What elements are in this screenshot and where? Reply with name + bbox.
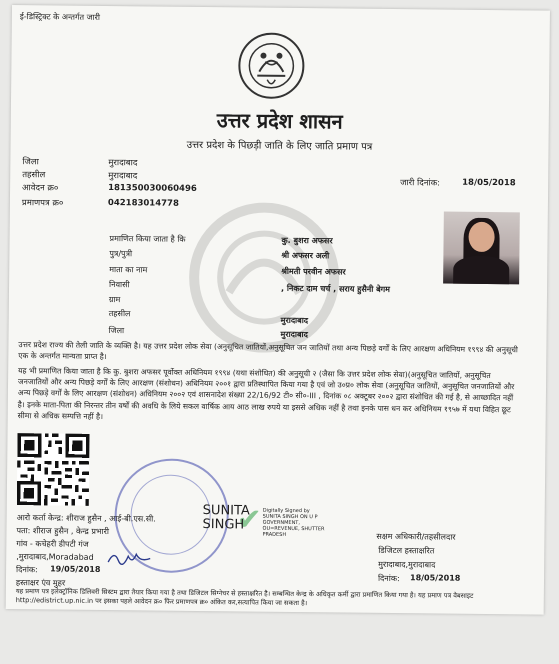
footer-note: यह प्रमाण पत्र इलेक्ट्रॉनिक डिलिवरी सिस्टम द्वारा तैयार किया गया है तथा डिजिटल सिग्नेचर से हस्ताक्षरित है। सम्बन्धित केन्द्र के अधिकृत कर्मी द्वारा प्रमाणित किया गया है। यह प्रमाण पत्र वेबसाइट http://edistrict.up.nic.in पर इसका पहले आवेदन क्र० फिर प्रमाणपत्र क्र० अंकित कर,सत्यापित किया जा सकता है।	[15, 587, 474, 608]
authority-date-label: दिनांक:	[377, 573, 400, 584]
tehsil-value: मुरादाबाद	[108, 171, 138, 182]
applicant-photo	[443, 212, 520, 285]
district-row-value: मुरादाबाद	[280, 329, 308, 340]
authority-line2: डिजिटल हस्ताक्षरित	[378, 545, 435, 556]
certificate-sheet	[6, 5, 550, 615]
mother-label: माता का नाम	[109, 265, 148, 275]
caste-paragraph: उत्तर प्रदेश राज्य की तेली जाति के व्यक्ति है। यह उत्तर प्रदेश लोक सेवा (अनुसूचित जातियों,अनुसूचित जन जातियों तथा अन्य पिछड़े वर्गों के लिए आरक्षण अधिनियम १९९४ की अनुसूची एक के अन्तर्गत मान्यता प्राप्त है।	[18, 340, 518, 362]
watermark-emblem-icon	[168, 202, 360, 354]
parent-value: श्री अफसर अली	[281, 250, 330, 261]
certificate-number: 042183014778	[107, 198, 179, 209]
authority-line3: मुरादाबाद,मुरादाबाद	[378, 559, 436, 570]
applicant-name: कु. बुशरा अफसर	[281, 235, 333, 246]
issue-date-label: जारी दिनांक:	[400, 178, 441, 189]
issuer-signature-label: हस्ताक्षर एंव मुहर	[15, 578, 66, 588]
district-row-label: जिला	[108, 326, 125, 336]
certify-intro: प्रमाणित किया जाता है कि	[109, 234, 186, 244]
issuer-line3: गांव - कचेहरी डीपटी गंज	[16, 539, 89, 549]
issuer-date-value: 19/05/2018	[50, 564, 101, 574]
tehsil-row-value: मुरादाबाद	[280, 315, 309, 326]
issuer-line2: पता: शीराज हुसैन , केन्द्र प्रभारी	[16, 526, 110, 537]
certification-paragraph: यह भी प्रमाणित किया जाता है कि कु. बुशरा अफसर पूर्वोक्त अधिनियम १९९४ (यथा संशोधित) की अनुसूची २ (जैसा कि उत्तर प्रदेश लोक सेवा)(अनुसूचित जातियों, अनुसूचित जनजातियों और अन्य पिछड़े वर्गों के लिए आरक्षण (संशोधन) अधिनियम २००१ द्वारा प्रतिस्थापित किया गया है एवं जो उ०प्र० लोक सेवा (अनुसूचित जातियों, अनुसूचित जनजातियों और अन्य पिछड़े वर्गों के लिए आरक्षण (संशोधन) अधिनियम २००२ एवं शासनादेश संख्या 22/16/92 टी० सी०-III , दिनांक ०८ अक्टूबर २००२ द्वारा संशोधित की गई है, से आच्छादित नहीं है। इनके माता-पिता की निरन्तर तीन वर्षों की अवधि के लिये सकल वार्षिक आय आठ लाख रुपये या इससे अधिक नहीं है तथा इनके पास धन कर अधिनियम १९५७ में यथा विहित छूट सीमा से अधिक सम्पत्ति नहीं है।	[17, 366, 515, 421]
district-label: जिला	[22, 157, 39, 168]
application-number: 181350030060496	[108, 183, 197, 194]
authority-line1: सक्षम अधिकारी/तहसीलदार	[376, 531, 456, 542]
digital-signature-name: SUNITA SINGH	[202, 503, 250, 533]
document-subtitle: उत्तर प्रदेश के पिछड़ी जाति के लिए जाति प्रमाण पत्र	[186, 139, 373, 153]
village-label: ग्राम	[108, 295, 121, 305]
application-label: आवेदन क्र०	[22, 183, 59, 194]
issuer-line1: आरो कर्ता केन्द्र: शीराज हुसैन , आई-बी.एस.सी.	[16, 513, 156, 524]
authority-date-value: 18/05/2018	[409, 573, 461, 583]
handwritten-signature	[106, 548, 154, 569]
document-title: उत्तर प्रदेश शासन	[216, 108, 343, 134]
parent-label: पुत्र/पुत्री	[109, 249, 133, 259]
issue-date-value: 18/05/2018	[462, 177, 516, 189]
digital-signature-details: Digitally Signed by SUNITA SINGH ON U P GOVERNMENT, OU=REVENUE, SHUTTER PRADESH	[262, 507, 325, 538]
tehsil-label: तहसील	[22, 170, 46, 181]
district-value: मुरादाबाद	[108, 158, 138, 169]
tehsil-row-label: तहसील	[108, 309, 131, 319]
header-note: ई-डिस्ट्रिक्ट के अन्तर्गत जारी	[19, 12, 101, 22]
verified-check-icon: ✔	[236, 502, 262, 538]
mother-value: श्रीमती परवीन अफसर	[281, 266, 346, 277]
certificate-label: प्रमाणपत्र क्र०	[21, 198, 64, 209]
state-emblem-icon	[237, 31, 306, 100]
qr-code-icon	[17, 433, 90, 506]
resident-label: निवासी	[109, 280, 130, 290]
issuer-line4: ,मुरादाबाद,Moradabad	[16, 552, 94, 562]
issuer-date-label: दिनांक:	[16, 565, 38, 575]
resident-value: , निकट दाम चर्च , सराय हुसैनी बेगम	[281, 283, 391, 294]
